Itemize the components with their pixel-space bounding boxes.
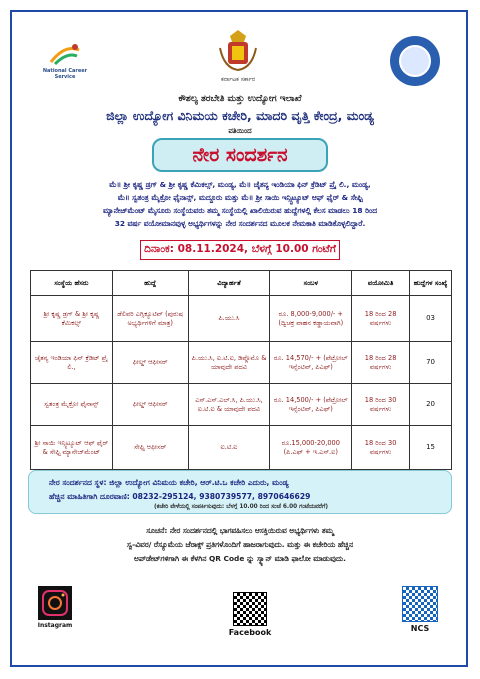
department-gear-logo	[390, 36, 440, 86]
table-cell: ಫೀಲ್ಡ್ ಆಫೀಸರ್	[112, 342, 188, 384]
table-cell: ರೂ. 14,500/- + (ಪೆಟ್ರೋಲ್ ಇನ್ಸೆಂಟಿವ್, ಪಿಎಫ್)	[270, 384, 352, 426]
job-table	[30, 270, 452, 470]
column-header: ಹುದ್ದೆ	[112, 271, 188, 296]
table-cell: ಸ್ವತಂತ್ರ ಮೈಕ್ರೋ ಫೈನಾನ್ಸ್	[31, 384, 113, 426]
note-paragraph	[34, 524, 446, 566]
table-cell: ರೂ. 14,570/- + (ಪೆಟ್ರೋಲ್ ಇನ್ಸೆಂಟಿವ್, ಪಿಎಫ್)	[270, 342, 352, 384]
facebook-qr[interactable]	[224, 592, 276, 637]
ncs-qr-code-icon	[402, 586, 438, 622]
column-header: ವಿದ್ಯಾರ್ಹತೆ	[188, 271, 270, 296]
intro-line: 32 ವರ್ಷ ವಯೋಮಾನವುಳ್ಳ ಅಭ್ಯರ್ಥಿಗಳನ್ನು ನೇರ ಸಂದರ್ಶನದ ಮೂಲಕ ನೇಮಕಾತಿ ಮಾಡಿಕೊಳ್ಳಲಿದ್ದಾರೆ.	[114, 219, 366, 228]
by-label: ವತಿಯಿಂದ	[228, 127, 252, 135]
facebook-qr-code-icon	[233, 592, 267, 626]
office-name: ಜಿಲ್ಲಾ ಉದ್ಯೋಗ ವಿನಿಮಯ ಕಚೇರಿ, ಮಾದರಿ ವೃತ್ತಿ ಕೇಂದ್ರ, ಮಂಡ್ಯ	[106, 108, 374, 123]
intro-line: ಮೆ॥ ಶ್ರೀ ಕೃಷ್ಣ ಡ್ರಗ್ & ಶ್ರೀ ಕೃಷ್ಣ ಕೆಮಿಕಲ್ಸ್, ಮಂಡ್ಯ, ಮೆ॥ ಚೈತನ್ಯ ಇಂಡಿಯಾ ಫಿನ್ ಕ್ರೆಡಿಟ್ ಪ್ರೈ ಲಿ., ಮಂಡ್ಯ,	[109, 180, 371, 189]
table-cell: ಶ್ರೀ ಸಾಯಿ ಇನ್ಸ್ಟಿಟ್ಯೂಟ್ ಆಫ್ ಫೈರ್ & ಸೇಫ್ಟಿ ಮ್ಯಾನೇಜ್‌ಮೆಂಟ್	[31, 426, 113, 470]
page-title: ನೇರ ಸಂದರ್ಶನ	[152, 138, 328, 172]
table-cell: 15	[410, 426, 452, 470]
table-cell: ಫೀಲ್ಡ್ ಆಫೀಸರ್	[112, 384, 188, 426]
intro-line: ಮೆ॥ ಸ್ವತಂತ್ರ ಮೈಕ್ರೋ ಫೈನಾನ್ಸ್, ಮದ್ದೂರು ಮತ್ತು ಮೆ॥ ಶ್ರೀ ಸಾಯಿ ಇನ್ಸ್ಟಿಟ್ಯೂಟ್ ಆಫ್ ಫೈರ್ & ಸೇಫ್ಟಿ	[117, 193, 363, 202]
table-cell: ಐ.ಟಿ.ಐ	[188, 426, 270, 470]
venue-text: ನೇರ ಸಂದರ್ಶನದ ಸ್ಥಳ: ಜಿಲ್ಲಾ ಉದ್ಯೋಗ ವಿನಿಮಯ ಕಚೇರಿ, ಆರ್.ಟಿ.ಒ ಕಚೇರಿ ಎದುರು, ಮಂಡ್ಯ	[49, 478, 289, 487]
ncs-qr[interactable]	[400, 586, 440, 633]
table-cell: 18 ರಿಂದ 28 ವರ್ಷಗಳು	[352, 342, 410, 384]
table-cell: 18 ರಿಂದ 28 ವರ್ಷಗಳು	[352, 296, 410, 342]
department-name: ಕೌಶಲ್ಯ ತರಬೇತಿ ಮತ್ತು ಉದ್ಯೋಗ ಇಲಾಖೆ	[178, 94, 302, 104]
table-cell: ಸೇಫ್ಟಿ ಆಫೀಸರ್	[112, 426, 188, 470]
note-line: ಅಪ್‌ಡೇಟ್‌ಗಳಿಗಾಗಿ ಈ ಕೆಳಗಿನ QR Code ನ್ನು ಸ್ಕ್ಯಾನ್ ಮಾಡಿ ಫಾಲೋ ಮಾಡುವುದು.	[134, 554, 346, 563]
ncs-logo	[36, 42, 94, 94]
table-cell: ಡೆಲಿವರಿ ಎಗ್ಸಿಕ್ಯೂಟಿವ್ (ಪುರುಷ ಅಭ್ಯರ್ಥಿಗಳಿಗೆ ಮಾತ್ರ)	[112, 296, 188, 342]
column-header: ವಯೋಮಿತಿ	[352, 271, 410, 296]
table-row	[31, 384, 452, 426]
table-cell: ಪಿ.ಯು.ಸಿ, ಐ.ಟಿ.ಐ, ಡಿಪ್ಲೊಮೊ & ಯಾವುದೇ ಪದವಿ	[188, 342, 270, 384]
instagram-qr[interactable]	[36, 586, 74, 629]
table-cell: ಚೈತನ್ಯ ಇಂಡಿಯಾ ಫಿನ್ ಕ್ರೆಡಿಟ್ ಪ್ರೈ ಲಿ.,	[31, 342, 113, 384]
venue-info-box	[28, 470, 452, 514]
instagram-label: Instagram	[37, 622, 73, 629]
table-row	[31, 426, 452, 470]
table-row	[31, 296, 452, 342]
gear-icon	[399, 45, 431, 77]
table-cell: 03	[410, 296, 452, 342]
state-emblem-icon	[216, 28, 260, 72]
ncs-swoosh-icon	[47, 42, 83, 66]
ncs-label: NCS	[410, 624, 430, 633]
emblem-caption: ಕರ್ನಾಟಕ ಸರ್ಕಾರ	[220, 76, 256, 83]
column-header: ಸಂಬಳ	[270, 271, 352, 296]
column-header: ಹುದ್ದೆಗಳ ಸಂಖ್ಯೆ	[410, 271, 452, 296]
column-header: ಸಂಸ್ಥೆಯ ಹೆಸರು	[31, 271, 113, 296]
table-cell: 18 ರಿಂದ 30 ವರ್ಷಗಳು	[352, 384, 410, 426]
table-header-row	[31, 271, 452, 296]
note-line: ಸೂಚನೆ: ನೇರ ಸಂದರ್ಶನದಲ್ಲಿ ಭಾಗವಹಿಸಲು ಆಸಕ್ತಿಯಿರುವ ಅಭ್ಯರ್ಥಿಗಳು ತಮ್ಮ	[146, 526, 334, 535]
table-cell: ರೂ. 8,000-9,000/- + (ದ್ವಿಚಕ್ರ ವಾಹನ ಕಡ್ಡಾಯವಾಗಿ)	[270, 296, 352, 342]
table-cell: 18 ರಿಂದ 30 ವರ್ಷಗಳು	[352, 426, 410, 470]
table-row	[31, 342, 452, 384]
ncs-logo-caption: National Career Service	[42, 68, 88, 80]
table-cell: 70	[410, 342, 452, 384]
table-cell: 20	[410, 384, 452, 426]
intro-paragraph	[28, 178, 452, 230]
table-cell: ಶ್ರೀ ಕೃಷ್ಣ ಡ್ರಗ್ & ಶ್ರೀ ಕೃಷ್ಣ ಕೆಮಿಕಲ್ಸ್	[31, 296, 113, 342]
interview-date: ದಿನಾಂಕ: 08.11.2024, ಬೆಳಗ್ಗೆ 10.00 ಗಂಟೆಗೆ	[140, 240, 340, 260]
table-cell: ಪಿ.ಯು.ಸಿ	[188, 296, 270, 342]
note-line: ಸ್ವ-ವಿವರ/ ರೆಸ್ಯೂಮೆಯ ಜೆರಾಕ್ಸ್ ಪ್ರತಿಗಳೊಂದಿಗೆ ಹಾಜರಾಗುವುದು. ಮತ್ತು ಈ ಕಚೇರಿಯ ಹೆಚ್ಚಿನ	[126, 540, 354, 549]
facebook-label: Facebook	[228, 628, 272, 637]
karnataka-emblem	[208, 28, 268, 86]
instagram-qr-icon	[38, 586, 72, 620]
phone-text: ಹೆಚ್ಚಿನ ಮಾಹಿತಿಗಾಗಿ ದೂರವಾಣಿ: 08232-295124, 9380739577, 8970646629	[49, 492, 311, 501]
table-cell: ರೂ.15,000-20,000 (ಪಿ.ಎಫ್ + ಇ.ಎಸ್.ಐ)	[270, 426, 352, 470]
intro-line: ಮ್ಯಾನೇಜ್‌ಮೆಂಟ್ ಮೈಸೂರು ಸಂಸ್ಥೆಯವರು ತಮ್ಮ ಸಂಸ್ಥೆಯಲ್ಲಿ ಖಾಲಿಯಿರುವ ಹುದ್ದೆಗಳಲ್ಲಿ ಕೆಲಸ ಮಾಡಲು 18 ರಿಂದ	[102, 206, 378, 215]
table-cell: ಎಸ್.ಎಸ್.ಎಲ್.ಸಿ, ಪಿ.ಯು.ಸಿ, ಐ.ಟಿ.ಐ & ಯಾವುದೇ ಪದವಿ	[188, 384, 270, 426]
office-hours-text: (ಕಚೇರಿ ವೇಳೆಯಲ್ಲಿ ಸಂಪರ್ಕಿಸುವುದು: ಬೆಳಗ್ಗೆ 10.00 ರಿಂದ ಸಂಜೆ 6.00 ಗಂಟೆಯವರೆಗೆ)	[154, 504, 328, 510]
